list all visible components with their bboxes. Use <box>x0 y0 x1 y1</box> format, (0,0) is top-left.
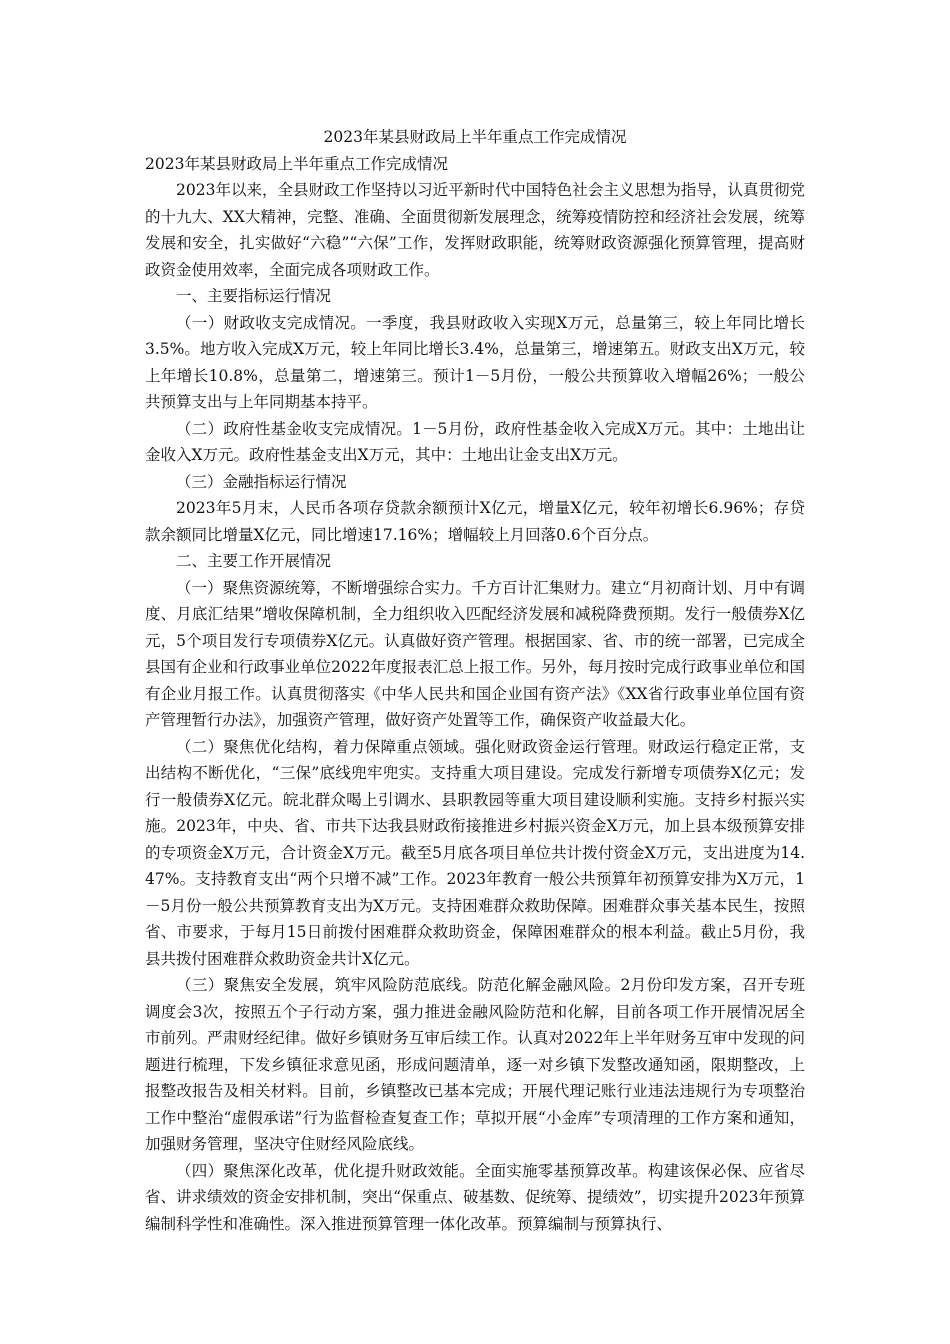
document-subtitle: 2023年某县财政局上半年重点工作完成情况 <box>145 154 448 173</box>
document-title: 2023年某县财政局上半年重点工作完成情况 <box>323 128 627 146</box>
document-page <box>145 124 805 1237</box>
paragraph-fiscal-revenue: （一）财政收支完成情况。一季度，我县财政收入实现X万元，总量第三，较上年同比增长3.5%。地方收入完成X万元，较上年同比增长3.4%，总量第三，增速第五。财政支出X万元，较上年增长10.8%，总量第二，增速第三。预计1－5月份，一般公共预算收入增幅26%；一般公共预算支出与上年同期基本持平。 <box>145 313 805 411</box>
paragraph-risk-prevention: （三）聚焦安全发展，筑牢风险防范底线。防范化解金融风险。2月份印发方案，召开专班调度会3次，按照五个子行动方案，强力推进金融风险防范和化解，目前各项工作开展情况居全市前列。严肃财经纪律。做好乡镇财务互审后续工作。认真对2022年上半年财务互审中发现的问题进行梳理，下发乡镇征求意见函，形成问题清单，逐一对乡镇下发整改通知函，限期整改，上报整改报告及相关材料。目前，乡镇整改已基本完成；开展代理记账行业违法违规行为专项整治工作中整治“虚假承诺”行为监督检查复查工作；草拟开展“小金库”专项清理的工作方案和通知，加强财务管理，坚决守住财经风险底线。 <box>145 976 805 1153</box>
section-heading-1: 一、主要指标运行情况 <box>176 287 332 305</box>
intro-paragraph: 2023年以来，全县财政工作坚持以习近平新时代中国特色社会主义思想为指导，认真贯彻党的十九大、XX大精神，完整、准确、全面贯彻新发展理念，统筹疫情防控和经济社会发展，统筹发展和安全，扎实做好“六稳”“六保”工作，发挥财政职能，统筹财政资源强化预算管理，提高财政资金使用效率，全面完成各项财政工作。 <box>145 181 805 279</box>
paragraph-structure-optimization: （二）聚焦优化结构，着力保障重点领域。强化财政资金运行管理。财政运行稳定正常，支出结构不断优化，“三保”底线兜牢兜实。支持重大项目建设。完成发行新增专项债券X亿元；发行一般债券X亿元。皖北群众喝上引调水、县职教园等重大项目建设顺利实施。支持乡村振兴实施。2023年，中央、省、市共下达我县财政衔接推进乡村振兴资金X万元，加上县本级预算安排的专项资金X万元，合计资金X万元。截至5月底各项目单位共计拨付资金X万元，支出进度为14.47%。支持教育支出“两个只增不减”工作。2023年教育一般公共预算年初预算安排为X万元，1－5月份一般公共预算教育支出为X万元。支持困难群众救助保障。困难群众事关基本民生，按照省、市要求，于每月15日前拨付困难群众救助资金，保障困难群众的根本利益。截止5月份，我县共拨付困难群众救助资金共计X亿元。 <box>145 737 805 968</box>
paragraph-resource-coordination: （一）聚焦资源统筹，不断增强综合实力。千方百计汇集财力。建立“月初商计划、月中有调度、月底汇结果”增收保障机制，全力组织收入匹配经济发展和减税降费预期。发行一般债券X亿元，5个项目发行专项债券X亿元。认真做好资产管理。根据国家、省、市的统一部署，已完成全县国有企业和行政事业单位2022年度报表汇总上报工作。另外，每月按时完成行政事业单位和国有企业月报工作。认真贯彻落实《中华人民共和国企业国有资产法》《XX省行政事业单位国有资产管理暂行办法》，加强资产管理，做好资产处置等工作，确保资产收益最大化。 <box>145 578 805 729</box>
subheading-financial-indicators: （三）金融指标运行情况 <box>176 472 347 491</box>
paragraph-government-fund: （二）政府性基金收支完成情况。1－5月份，政府性基金收入完成X万元。其中：土地出让金收入X万元。政府性基金支出X万元，其中：土地出让金支出X万元。 <box>145 419 805 464</box>
paragraph-financial-indicators: 2023年5月末，人民币各项存贷款余额预计X亿元，增量X亿元，较年初增长6.96%；存贷款余额同比增量X亿元，同比增速17.16%；增幅较上月回落0.6个百分点。 <box>145 499 805 544</box>
paragraph-reform: （四）聚焦深化改革，优化提升财政效能。全面实施零基预算改革。构建该保必保、应省尽省、讲求绩效的资金安排机制，突出“保重点、破基数、促统筹、提绩效”，切实提升2023年预算编制科学性和准确性。深入推进预算管理一体化改革。预算编制与预算执行、 <box>145 1161 805 1233</box>
section-heading-2: 二、主要工作开展情况 <box>176 552 332 570</box>
